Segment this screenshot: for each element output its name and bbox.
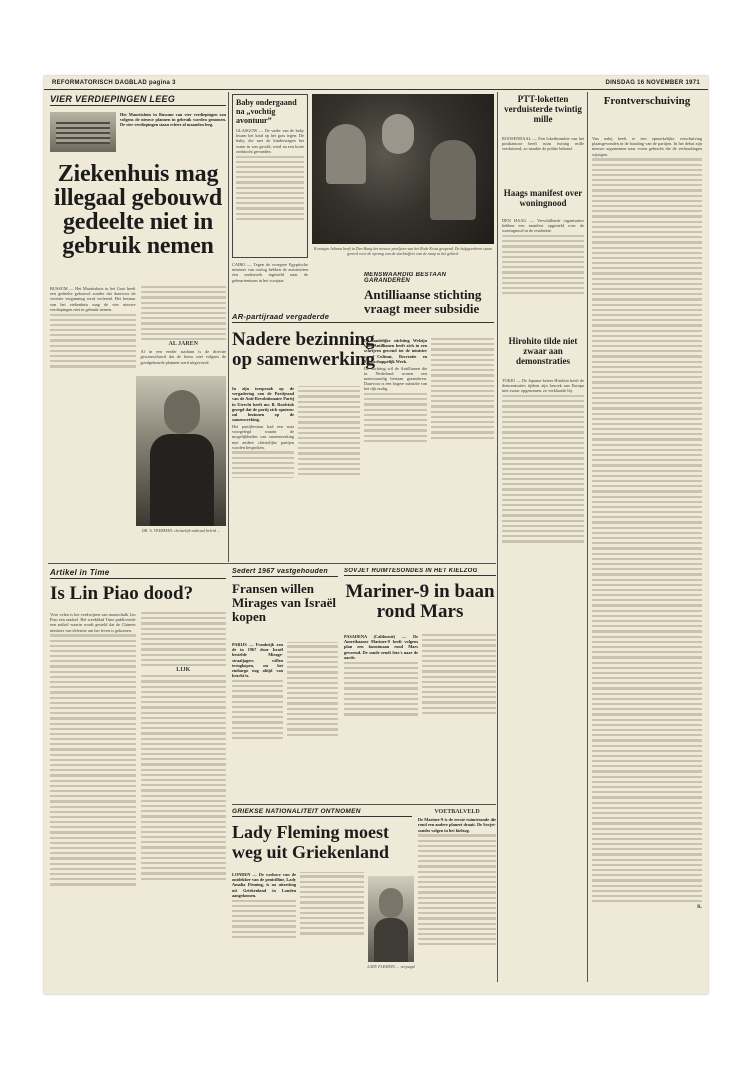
mariner-body: PASADENA (Californië) — De Amerikaanse Mariner-9 heeft volgens plan een kunstmaan rond Mars gevormd. De sonde zendt foto's naar de aarde.	[344, 634, 496, 804]
masthead-left: REFORMATORISCH DAGBLAD pagina 3	[52, 80, 176, 86]
mariner-kicker-block	[344, 568, 496, 580]
mariner-headline: Mariner-9 in baan rond Mars	[345, 582, 495, 622]
linpiao-body: Voor velen is het verdwijnen van maarschalk Lin Piao een raadsel. Het weekblad Time publiceerde een artikel waarin wordt gesteld dat de Chinese minister van defensie om het leven is gekomen. LIJK	[50, 612, 226, 984]
antilles-headline-block	[364, 288, 494, 334]
frontier-signature: R.	[697, 905, 702, 911]
cairo-article: CAIRO — Tegen de vroegere Egyptische minister van oorlog hebben de autoriteiten een onderzoek ingesteld naar de gebeurtenissen in het voorjaar.	[232, 262, 308, 283]
column-rule	[497, 92, 498, 982]
newspaper-page	[44, 76, 708, 994]
hirohito-headline: Hirohito tilde niet zwaar aan demonstraties	[508, 336, 578, 366]
ar-headline: Nadere bezinning op samenwerking	[232, 330, 376, 370]
france-kicker-block	[232, 568, 338, 580]
antilles-headline: Antilliaanse stichting vraagt meer subsidie	[364, 288, 482, 316]
frontier-body: Van nabij heeft er een opmerkelijke verschuiving plaatsgevonden in de houding van de partijen. In het debat zijn nieuwe argumenten naar voren gebracht die de verhoudingen wijzigen. R.	[592, 136, 702, 911]
fleming-headline-block	[232, 822, 412, 870]
france-body: PARIJS — Frankrijk zou de in 1967 door Israël bestelde Mirage-straaljagers willen terugkopen, nu het embargo nog altijd van kracht is.	[232, 642, 338, 802]
crowd-photo	[312, 94, 494, 244]
ar-headline-block	[232, 330, 382, 380]
antilles-body: De landelijke stichting Welzijn voor Antillianen heeft zich in een schrijven gewend tot de minister van Cultuur, Recreatie en Maatschappelijk Werk. De stichting wil de Antillianen die in Nederland wonen een menswaardig bestaan garanderen. Daarvoor is een hogere subsidie van het rijk nodig.	[364, 338, 494, 560]
mariner-headline-block	[344, 582, 496, 630]
hospital-photo	[50, 112, 116, 152]
mariner-kicker: SOVJET RUIMTESONDES IN HET KIELZOG	[344, 568, 496, 576]
hirohito-body: TOKIO — De Japanse keizer Hirohito heeft de demonstraties tijdens zijn bezoek aan Europa niet zwaar opgenomen, zo verklaarde hij.	[502, 378, 584, 564]
fleming-kicker-block	[232, 808, 412, 820]
hospital-headline: Ziekenhuis mag illegaal gebouwd gedeelte niet in gebruik nemen	[53, 162, 223, 259]
masthead-date: DINSDAG 16 NOVEMBER 1971	[605, 80, 700, 86]
hospital-intro: Het Mauritshuis in Bussum van vier verdiepingen zou volgens de nieuwe plannen in gebruik worden genomen. De vier verdiepingen staan echter al maanden leeg.	[120, 112, 226, 128]
frontier-headline-block	[592, 94, 702, 132]
fleming-headline: Lady Fleming moest weg uit Griekenland	[232, 822, 390, 862]
fleming-kicker: GRIEKSE NATIONALITEIT ONTNOMEN	[232, 808, 412, 817]
hospital-kicker-block	[50, 94, 226, 108]
france-headline-block	[232, 582, 338, 638]
mariner-subhead: VOETBALVELD	[434, 809, 480, 815]
crowd-caption: Koningin Juliana heeft in Den Haag het nieuwe paviljoen van het Rode Kruis geopend. De hulpgoederen staan gereed voor de opvang van de slachtoffers van de ramp in het gebied.	[314, 246, 492, 256]
ptt-headline-block	[502, 94, 584, 134]
haags-body: DEN HAAG — Verschillende organisaties hebben een manifest opgesteld over de woningnood in de residentie.	[502, 218, 584, 330]
veerman-photo	[136, 376, 226, 526]
france-kicker: Sedert 1967 vastgehouden	[232, 568, 338, 577]
haags-headline-block	[502, 188, 584, 216]
baby-article: Baby ondergaand na „vochtig avontuur” GLASGOW — De vader van de baby kwam het kind op het gras tegen. De baby, die met de kinderwagen het water in was gerold, werd na een korte zoektocht gevonden.	[232, 94, 308, 258]
hospital-subhead: AL JAREN	[168, 341, 198, 348]
column-rule	[228, 92, 229, 562]
veerman-caption: DR. A. VEERMAN: christelijk-radicaal beleid ...	[142, 528, 220, 533]
ptt-headline: PTT-loketten verduisterde twintig mille	[504, 94, 582, 124]
linpiao-headline-block	[50, 584, 226, 610]
linpiao-kicker-block	[50, 568, 226, 580]
frontier-headline: Frontverschuiving	[603, 95, 691, 107]
hospital-headline-block	[50, 162, 226, 282]
hirohito-headline-block	[502, 336, 584, 376]
france-headline: Fransen willen Mirages van Israël kopen	[232, 582, 336, 624]
ptt-body: ROOSENDAAL — Een loketbeambte van het postkantoor heeft ruim twintig mille verduisterd, zo maakte de politie bekend.	[502, 136, 584, 152]
antilles-kicker: MENSWAARDIG BESTAAN GARANDEREN	[364, 272, 494, 284]
hospital-kicker: VIER VERDIEPINGEN LEEG	[50, 94, 226, 106]
linpiao-kicker: Artikel in Time	[50, 568, 226, 579]
linpiao-headline: Is Lin Piao dood?	[50, 584, 194, 604]
ar-kicker: AR-partijraad vergaderde	[232, 312, 494, 323]
ar-body: In zijn toespraak op de vergadering van de Partijraad van de Anti-Revolutionaire Partij in Utrecht heeft mr. B. Roolvink gezegd dat de partij zich opnieuw zal bezinnen op de samenwerking. Het partijbestuur had een nota voorgelegd waarin de mogelijkheden van samenwerking met andere christelijke partijen worden besproken.	[232, 386, 360, 560]
column-rule	[587, 92, 588, 982]
fleming-body: LONDEN — De weduwe van de ontdekker van de penicilline, Lady Amalia Fleming, is na uitzetting uit Griekenland in Londen aangekomen.	[232, 872, 364, 982]
masthead	[44, 76, 708, 90]
linpiao-subhead: LIJK	[176, 667, 191, 674]
mariner-continued: VOETBALVELD De Mariner-9 is de eerste ruimtesonde die rond een andere planeet draait. De Sovjet-sondes volgen in het kielzog.	[418, 808, 496, 980]
baby-headline: Baby ondergaand na „vochtig avontuur”	[236, 98, 297, 125]
fleming-caption: LADY FLEMING ... verjaagd	[367, 964, 415, 969]
section-rule	[48, 563, 496, 564]
antilles-kicker-block	[364, 272, 494, 284]
fleming-photo	[368, 876, 414, 962]
haags-headline: Haags manifest over woningnood	[503, 188, 583, 208]
hospital-body: BUSSUM — Het Mauritshuis in het Gooi heeft een gedeelte gebouwd zonder dat daarvoor de vereiste vergunning werd verleend. Het bestuur van het ziekenhuis mag de vier nieuwe verdiepingen niet in gebruik nemen. AL JAREN Al in een eerder stadium is de directie gewaarschuwd dat de bouw niet volgens de goedgekeurde plannen werd uitgevoerd.	[50, 286, 226, 414]
section-rule	[232, 804, 496, 805]
